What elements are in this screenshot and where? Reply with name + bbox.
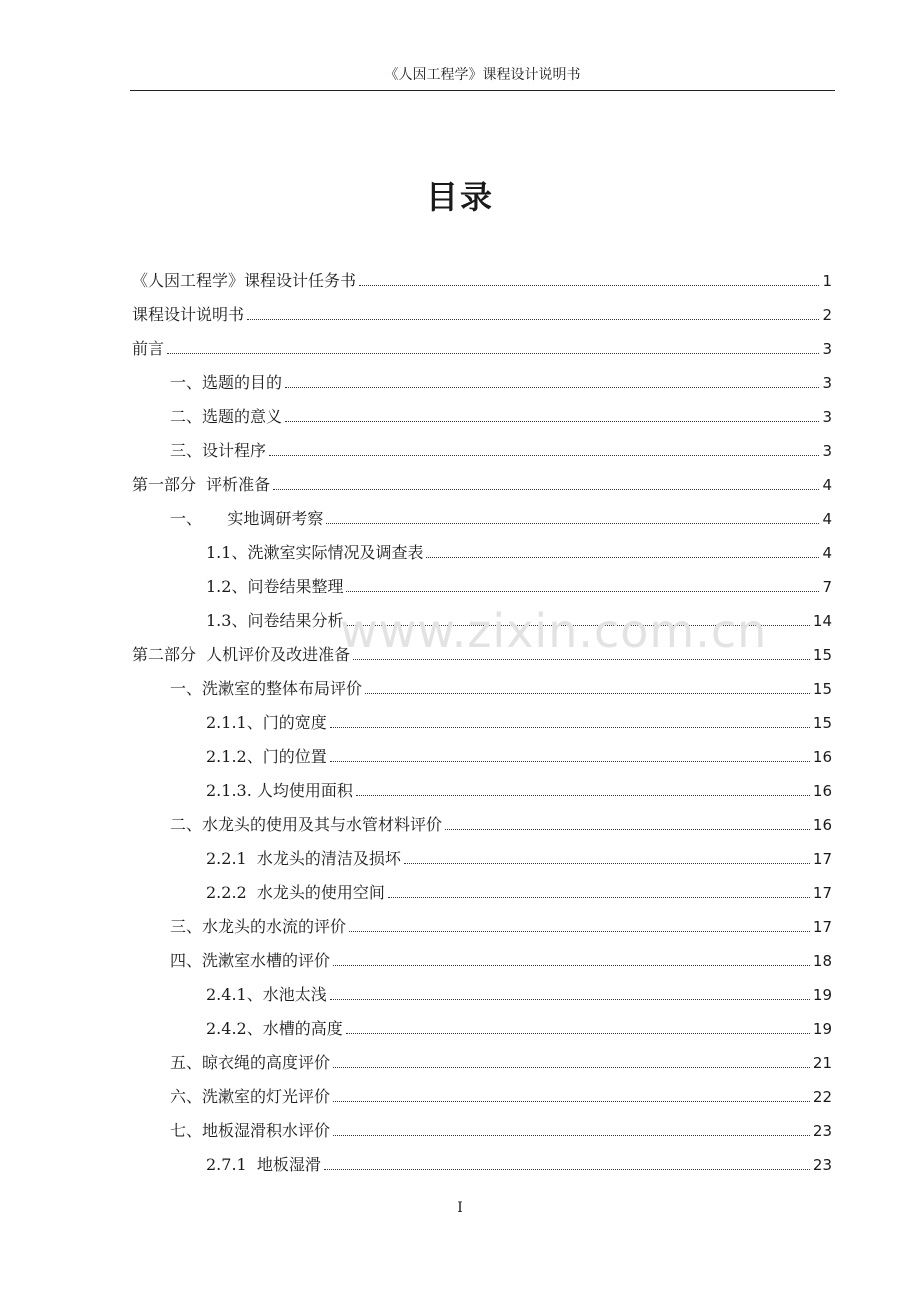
toc-entry-label: 2.4.1、水池太浅 (206, 985, 327, 1004)
toc-entry[interactable] (132, 1040, 832, 1074)
toc-entry[interactable] (132, 1074, 832, 1108)
toc-entry-label: 第二部分 人机评价及改进准备 (132, 645, 351, 664)
toc-entry-label: 一、选题的目的 (170, 373, 283, 392)
toc-entry[interactable] (132, 666, 832, 700)
toc-leader-dots (330, 760, 810, 762)
toc-entry-label: 2.1.2、门的位置 (206, 747, 327, 766)
toc-leader-dots (167, 352, 819, 354)
toc-leader-dots (346, 590, 819, 592)
toc-entry-page: 14 (812, 612, 832, 630)
toc-entry-label: 六、洗漱室的灯光评价 (170, 1087, 331, 1106)
watermark: www.zixin.com.cn (340, 604, 768, 658)
toc-title: 目录 (425, 178, 494, 216)
toc-leader-dots (269, 454, 819, 456)
toc-leader-dots (330, 998, 810, 1000)
toc-entry-page: 16 (812, 816, 832, 834)
toc-entry[interactable] (132, 258, 832, 292)
toc-leader-dots (333, 1134, 810, 1136)
toc-entry-label: 七、地板湿滑积水评价 (170, 1121, 331, 1140)
toc-entry-page: 19 (812, 1020, 832, 1038)
toc-entry-label: 1.1、洗漱室实际情况及调查表 (206, 543, 424, 562)
toc-entry-label: 《人因工程学》课程设计任务书 (132, 271, 357, 290)
toc-entry-page: 2 (822, 306, 832, 324)
toc-entry-page: 3 (822, 340, 832, 358)
toc-entry-page: 1 (822, 272, 832, 290)
toc-entry-page: 15 (812, 714, 832, 732)
toc-entry-page: 22 (812, 1088, 832, 1106)
toc-entry-page: 23 (812, 1122, 832, 1140)
toc-entry-label: 2.1.1、门的宽度 (206, 713, 327, 732)
toc-entry[interactable] (132, 1006, 832, 1040)
toc-entry-label: 2.7.1 地板湿滑 (206, 1155, 321, 1174)
toc-entry[interactable] (132, 904, 832, 938)
toc-entry-label: 课程设计说明书 (132, 305, 245, 324)
toc-entry[interactable] (132, 1142, 832, 1176)
toc-entry-page: 17 (812, 884, 832, 902)
toc-entry[interactable] (132, 1108, 832, 1142)
toc-leader-dots (285, 420, 819, 422)
toc-entry[interactable] (132, 326, 832, 360)
toc-entry-label: 2.1.3. 人均使用面积 (206, 781, 353, 800)
toc-entry[interactable] (132, 802, 832, 836)
page-header (130, 64, 835, 91)
toc-entry-label: 三、水龙头的水流的评价 (170, 917, 347, 936)
toc-entry-page: 4 (822, 510, 832, 528)
toc-entry-page: 19 (812, 986, 832, 1004)
toc-entry-label: 2.4.2、水槽的高度 (206, 1019, 343, 1038)
header-title: 《人因工程学》课程设计说明书 (384, 67, 581, 83)
toc-entry-label: 四、洗漱室水槽的评价 (170, 951, 331, 970)
toc-leader-dots (326, 522, 819, 524)
toc-entry[interactable] (132, 462, 832, 496)
toc-leader-dots (247, 318, 819, 320)
toc-leader-dots (388, 896, 810, 898)
toc-entry-page: 23 (812, 1156, 832, 1174)
toc-entry-page: 3 (822, 442, 832, 460)
toc-entry-label: 2.2.2 水龙头的使用空间 (206, 883, 385, 902)
toc-leader-dots (426, 556, 819, 558)
toc-leader-dots (333, 964, 810, 966)
toc-entry[interactable] (132, 938, 832, 972)
toc-entry-page: 17 (812, 918, 832, 936)
toc-entry[interactable] (132, 394, 832, 428)
toc-entry-label: 2.2.1 水龙头的清洁及损坏 (206, 849, 401, 868)
toc-entry-label: 一、洗漱室的整体布局评价 (170, 679, 363, 698)
toc-entry[interactable] (132, 564, 832, 598)
toc-leader-dots (330, 726, 810, 728)
toc-leader-dots (346, 1032, 810, 1034)
toc-leader-dots (349, 930, 810, 932)
toc-entry-label: 1.2、问卷结果整理 (206, 577, 344, 596)
toc-entry-page: 17 (812, 850, 832, 868)
toc-entry-label: 五、晾衣绳的高度评价 (170, 1053, 331, 1072)
toc-entry[interactable] (132, 360, 832, 394)
toc-entry[interactable] (132, 836, 832, 870)
toc-entry-page: 4 (822, 544, 832, 562)
toc-leader-dots (324, 1168, 810, 1170)
toc-entry-page: 16 (812, 748, 832, 766)
toc-entry-page: 4 (822, 476, 832, 494)
toc-leader-dots (359, 284, 819, 286)
toc-leader-dots (333, 1100, 810, 1102)
toc-leader-dots (333, 1066, 810, 1068)
toc-entry[interactable] (132, 768, 832, 802)
toc-entry[interactable] (132, 428, 832, 462)
toc-entry[interactable] (132, 292, 832, 326)
toc-entry[interactable] (132, 972, 832, 1006)
toc-entry[interactable] (132, 496, 832, 530)
toc-entry-page: 3 (822, 408, 832, 426)
table-of-contents (132, 258, 832, 1176)
toc-leader-dots (353, 658, 810, 660)
toc-entry[interactable] (132, 530, 832, 564)
toc-entry-page: 18 (812, 952, 832, 970)
toc-leader-dots (445, 828, 810, 830)
toc-entry-page: 15 (812, 680, 832, 698)
toc-entry-label: 二、水龙头的使用及其与水管材料评价 (170, 815, 443, 834)
toc-entry-label: 1.3、问卷结果分析 (206, 611, 344, 630)
toc-entry-label: 前言 (132, 339, 165, 358)
toc-entry[interactable] (132, 734, 832, 768)
toc-entry-page: 16 (812, 782, 832, 800)
toc-leader-dots (365, 692, 810, 694)
toc-leader-dots (285, 386, 819, 388)
toc-entry-page: 15 (812, 646, 832, 664)
toc-entry-label: 第一部分 评析准备 (132, 475, 271, 494)
toc-entry-page: 3 (822, 374, 832, 392)
page-number: I (457, 1200, 463, 1216)
toc-entry-page: 7 (822, 578, 832, 596)
toc-entry[interactable] (132, 870, 832, 904)
toc-leader-dots (273, 488, 819, 490)
toc-entry-page: 21 (812, 1054, 832, 1072)
toc-leader-dots (404, 862, 810, 864)
toc-entry[interactable] (132, 700, 832, 734)
toc-entry-label: 三、设计程序 (170, 441, 267, 460)
toc-entry-label: 二、选题的意义 (170, 407, 283, 426)
toc-leader-dots (356, 794, 810, 796)
toc-entry-label: 一、 实地调研考察 (170, 509, 324, 528)
